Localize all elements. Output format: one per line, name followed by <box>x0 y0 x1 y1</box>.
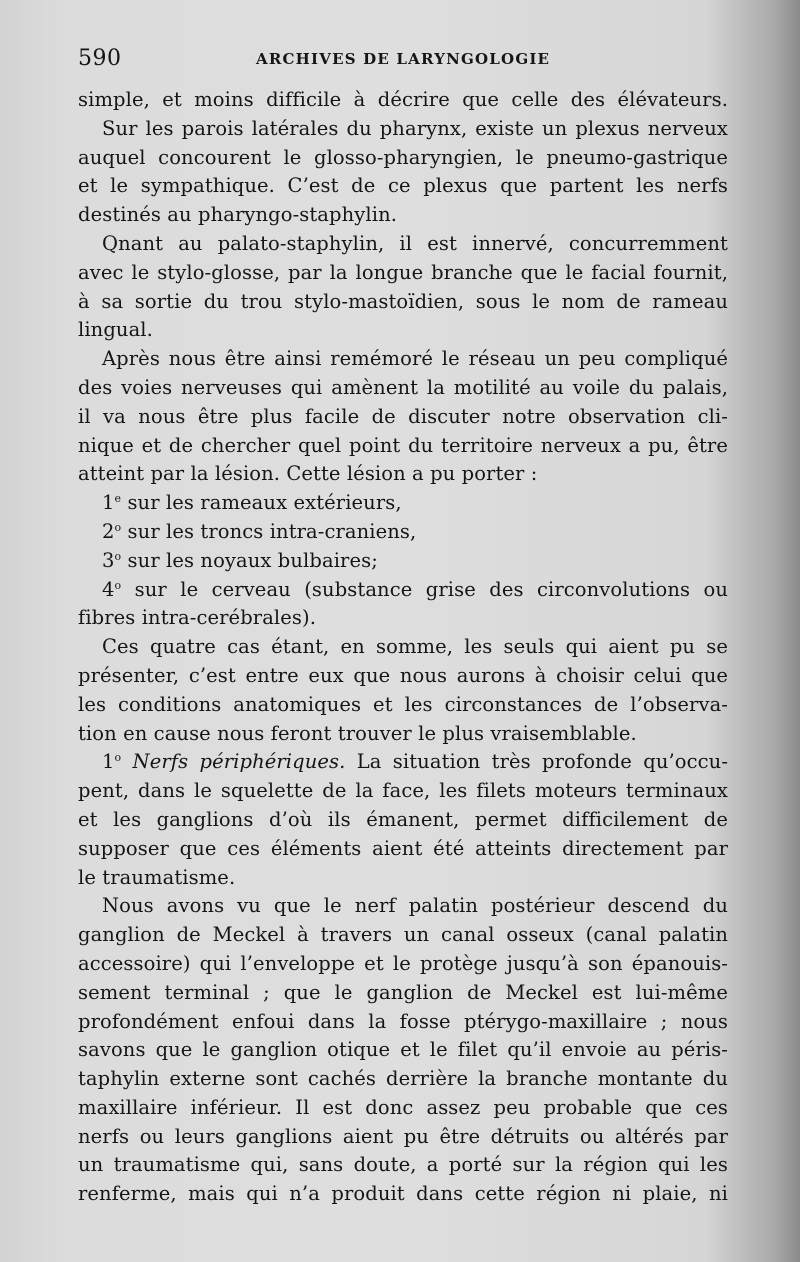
text-line: taphylin externe sont cachés derrière la branche montante du <box>78 1067 728 1091</box>
text-line: et le sympathique. C’est de ce plexus que partent les nerfs <box>78 174 728 198</box>
enumeration-text: sur le cerveau (substance grise des circonvolutions ou <box>121 577 728 601</box>
enumeration-line <box>78 576 728 605</box>
section-text: La situation très profonde qu’occu- <box>345 750 729 774</box>
text-line: tion en cause nous feront trouver le plus vraisemblable. <box>78 721 637 745</box>
text-line: avec le stylo-glosse, par la longue branche que le facial fournit, <box>78 260 728 284</box>
text-line: les conditions anatomiques et les circonstances de l’observa- <box>78 692 728 716</box>
text-line: Ces quatre cas étant, en somme, les seuls qui aient pu se <box>102 635 728 659</box>
text-line: accessoire) qui l’enveloppe et le protège jusqu’à son épanouis- <box>78 951 728 975</box>
section-number: 1 <box>102 750 115 774</box>
running-title: ARCHIVES DE LARYNGOLOGIE <box>256 50 551 68</box>
text-line: ganglion de Meckel à travers un canal osseux (canal palatin <box>78 923 728 947</box>
enumeration-line <box>78 489 728 518</box>
text-line: atteint par la lésion. Cette lésion a pu porter : <box>78 462 538 486</box>
page-header <box>78 46 728 76</box>
text-line: supposer que ces éléments aient été atteints directement par <box>78 836 728 860</box>
text-line: profondément enfoui dans la fosse ptérygo-maxillaire ; nous <box>78 1009 728 1033</box>
enumeration-line <box>78 547 728 576</box>
ordinal-suffix: o <box>114 549 122 563</box>
ordinal-suffix: o <box>114 578 122 592</box>
enumeration-number: 1 <box>102 491 115 515</box>
text-line: nique et de chercher quel point du territoire nerveux a pu, être <box>78 433 728 457</box>
text-line: savons que le ganglion otique et le filet qu’il envoie au péris- <box>78 1038 728 1062</box>
text-line: Après nous être ainsi remémoré le réseau un peu compliqué <box>102 347 728 371</box>
text-line: lingual. <box>78 318 153 342</box>
text-line: maxillaire inférieur. Il est donc assez peu probable que ces <box>78 1095 728 1119</box>
text-line: Qnant au palato-staphylin, il est innervé, concurremment <box>102 231 728 255</box>
text-line: il va nous être plus facile de discuter notre observation cli- <box>78 404 728 428</box>
text-line: et les ganglions d’où ils émanent, permet difficilement de <box>78 807 728 831</box>
enumeration-text: sur les troncs intra-craniens, <box>121 519 417 543</box>
text-line: des voies nerveuses qui amènent la motilité au voile du palais, <box>78 375 728 399</box>
enumeration-number: 3 <box>102 548 115 572</box>
text-line: destinés au pharyngo-staphylin. <box>78 203 398 227</box>
text-line: fibres intra-cerébrales). <box>78 606 317 630</box>
section-heading-line <box>78 748 728 777</box>
section-title: Nerfs périphériques. <box>121 750 346 774</box>
ordinal-suffix: e <box>114 492 122 506</box>
text-line: pent, dans le squelette de la face, les filets moteurs terminaux <box>78 779 728 803</box>
text-line: Sur les parois latérales du pharynx, existe un plexus nerveux <box>102 116 728 140</box>
enumeration-number: 2 <box>102 519 115 543</box>
enumeration-number: 4 <box>102 577 115 601</box>
ordinal-suffix: o <box>114 520 122 534</box>
text-line: un traumatisme qui, sans doute, a porté sur la région qui les <box>78 1153 728 1177</box>
text-line: présenter, c’est entre eux que nous aurons à choisir celui que <box>78 663 728 687</box>
text-line: Nous avons vu que le nerf palatin postérieur descend du <box>102 894 728 918</box>
text-line: à sa sortie du trou stylo-mastoïdien, sous le nom de rameau <box>78 289 728 313</box>
text-line: auquel concourent le glosso-pharyngien, le pneumo-gastrique <box>78 145 728 169</box>
text-line: nerfs ou leurs ganglions aient pu être détruits ou altérés par <box>78 1124 728 1148</box>
ordinal-suffix: o <box>114 751 122 765</box>
page-number: 590 <box>78 46 122 71</box>
enumeration-line <box>78 518 728 547</box>
text-line: sement terminal ; que le ganglion de Meckel est lui-même <box>78 980 728 1004</box>
body-text <box>78 86 728 1209</box>
text-line: simple, et moins difficile à décrire que celle des élévateurs. <box>78 88 728 111</box>
enumeration-text: sur les rameaux extérieurs, <box>121 491 402 515</box>
text-line: renferme, mais qui n’a produit dans cette région ni plaie, ni <box>78 1182 728 1206</box>
text-line: le traumatisme. <box>78 865 236 889</box>
enumeration-text: sur les noyaux bulbaires; <box>121 548 378 572</box>
